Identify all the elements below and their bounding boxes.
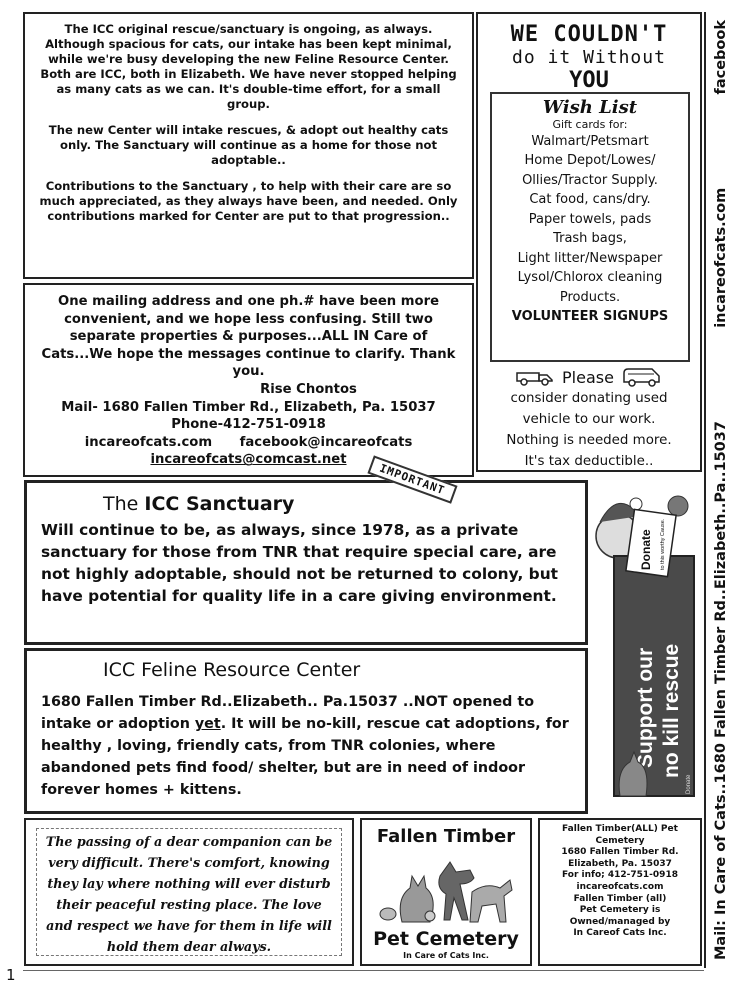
vehicle-line: Nothing is needed more.	[506, 433, 672, 448]
facebook-link[interactable]: facebook@incareofcats	[239, 434, 413, 450]
side-mail: Mail: In Care of Cats..1680 Fallen Timber Rd..Elizabeth..Pa..15037	[713, 421, 729, 960]
logo-sub-text: In Care of Cats Inc.	[403, 951, 489, 960]
contact-box	[23, 283, 474, 477]
support-rescue-graphic	[592, 478, 702, 808]
wish-list-item: Cat food, cans/dry.	[529, 192, 651, 207]
cemetery-info-line: Fallen Timber(ALL) Pet	[562, 824, 678, 834]
resource-body-part-1: 1680 Fallen Timber Rd..Elizabeth.. Pa.15037 ..NOT opened to intake or adoption	[41, 694, 535, 732]
support-graphic-svg	[592, 478, 702, 808]
cemetery-info-line: Fallen Timber (all)	[573, 893, 667, 904]
side-text	[713, 20, 729, 960]
donate-tag-label: Donate	[639, 529, 653, 570]
cemetery-info-line: In Careof Cats Inc.	[573, 928, 667, 939]
sanctuary-title	[103, 493, 571, 515]
resource-body-yet: yet	[194, 716, 221, 732]
side-web[interactable]: incareofcats.com	[713, 187, 729, 328]
notice-paragraph-2: The new Center will intake rescues, & adopt out healthy cats only. The Sanctuary will continue as a home for those not adoptable..	[48, 123, 449, 167]
vehicle-donation	[478, 366, 700, 472]
sanctuary-title-name: ICC Sanctuary	[144, 493, 295, 515]
wish-list-item: Ollies/Tractor Supply.	[522, 172, 658, 188]
thanks-column	[476, 12, 702, 472]
resource-center-box	[24, 648, 588, 814]
wish-list-item: Walmart/Petsmart	[531, 133, 649, 149]
ornament-icon	[668, 496, 688, 516]
cemetery-info-lines	[544, 824, 696, 940]
notice-paragraph-1: The ICC original rescue/sanctuary is ongoing, as always. Although spacious for cats, our intake has been kept minimal, while we're busy developing the new Feline Resource Center. Both are ICC, both in Elizabeth. We have never stopped helping as many cats as we can. It's double-time effort, for a small group.	[40, 22, 457, 111]
top-notice-box	[23, 12, 474, 279]
cemetery-info-line: For info; 412-751-0918	[562, 870, 678, 881]
wish-list-item: Paper towels, pads	[528, 211, 652, 227]
bottom-rule	[23, 970, 704, 971]
wish-list-item: Trash bags,	[553, 231, 627, 246]
vehicle-text	[478, 388, 700, 472]
side-facebook[interactable]: facebook	[713, 20, 729, 95]
resource-center-title: ICC Feline Resource Center	[103, 659, 361, 681]
resource-center-body	[41, 691, 571, 801]
support-line-1: Support our	[634, 647, 657, 768]
wish-list-item: VOLUNTEER SIGNUPS	[511, 309, 669, 324]
pets-silhouette-icon	[374, 850, 522, 924]
logo-bottom-text: Pet Cemetery	[373, 928, 519, 950]
important-stamp: IMPORTANT	[367, 455, 457, 503]
memorial-text: The passing of a dear companion can be very difficult. There's comfort, knowing they lay where nothing will ever disturb their peaceful resting place. The love and respect we have for them in life will hold them dear always.	[36, 828, 342, 956]
side-strip	[704, 12, 736, 968]
wish-list-intro: Gift cards for:	[552, 117, 628, 131]
donate-tag-sub: to this worthy Cause.	[660, 518, 666, 570]
web-contacts	[33, 434, 464, 452]
van-icon	[622, 366, 662, 388]
wish-list-item: Light litter/Newspaper	[517, 250, 663, 266]
cemetery-info-line: Owned/managed by	[569, 916, 671, 927]
cemetery-info-line: Elizabeth, Pa. 15037	[568, 858, 672, 869]
contact-intro: One mailing address and one ph.# have been more convenient, and we hope less confusing. Still two separate properties & purposes...ALL IN Care of Cats...We hope the messages continue to clarify. Thank you.	[41, 294, 456, 380]
notice-paragraph-3: Contributions to the Sanctuary , to help with their care are so much appreciated, as they always have been, and needed. Only contributions marked for Center are put to that progression..	[39, 179, 458, 223]
please-label: Please	[562, 367, 614, 387]
logo-top-text: Fallen Timber	[376, 826, 516, 847]
truck-icon	[516, 368, 554, 386]
support-line-2: no kill rescue	[660, 643, 683, 778]
wish-list-title: Wish List	[542, 97, 638, 118]
wish-list-item: Products.	[559, 289, 621, 305]
signature: Rise Chontos	[260, 381, 357, 397]
cemetery-logo	[360, 818, 532, 966]
wish-list-items	[492, 132, 688, 327]
sanctuary-title-prefix: The	[103, 493, 145, 515]
vehicle-line: consider donating used	[510, 391, 668, 406]
memorial-box	[24, 818, 354, 966]
thanks-line-1: WE COULDN'T	[510, 22, 668, 47]
wish-list-item: Lysol/Chlorox cleaning	[517, 270, 663, 285]
cemetery-info-line: Pet Cemetery is	[579, 905, 661, 916]
cemetery-info-box	[538, 818, 702, 966]
vehicle-line: It's tax deductible..	[524, 454, 654, 469]
phone-number: Phone-412-751-0918	[171, 417, 326, 433]
page-number: 1	[6, 966, 16, 984]
sanctuary-body: Will continue to be, as always, since 1978, as a private sanctuary for those from TNR that require special care, are not highly adoptable, should not be returned to colony, but have potential for quality life in a care giving environment.	[41, 521, 559, 605]
thanks-line-2: do it Without	[512, 47, 666, 68]
cemetery-info-line: 1680 Fallen Timber Rd.	[561, 847, 679, 858]
thanks-line-3: YOU	[569, 68, 609, 93]
cemetery-info-line: Cemetery	[595, 835, 645, 846]
please-row	[478, 366, 700, 388]
sanctuary-box	[24, 480, 588, 645]
website-link[interactable]: incareofcats.com	[84, 434, 213, 450]
resource-body-part-2: . It will be no-kill, rescue cat adoptions, for healthy , loving, friendly cats, from TNR colonies, where abandoned pets find food/ shelter, but are in need of indoor forever homes + kittens.	[41, 716, 569, 798]
vehicle-line: vehicle to our work.	[522, 412, 656, 427]
mailing-address: Mail- 1680 Fallen Timber Rd., Elizabeth, Pa. 15037	[61, 399, 436, 415]
support-donate-small: Donate	[686, 774, 692, 794]
wish-list	[490, 92, 690, 362]
wish-list-item: Home Depot/Lowes/	[524, 153, 656, 168]
cemetery-info-line: incareofcats.com	[576, 881, 664, 892]
thanks-heading	[478, 22, 700, 93]
email-link[interactable]: incareofcats@comcast.net	[150, 452, 347, 468]
